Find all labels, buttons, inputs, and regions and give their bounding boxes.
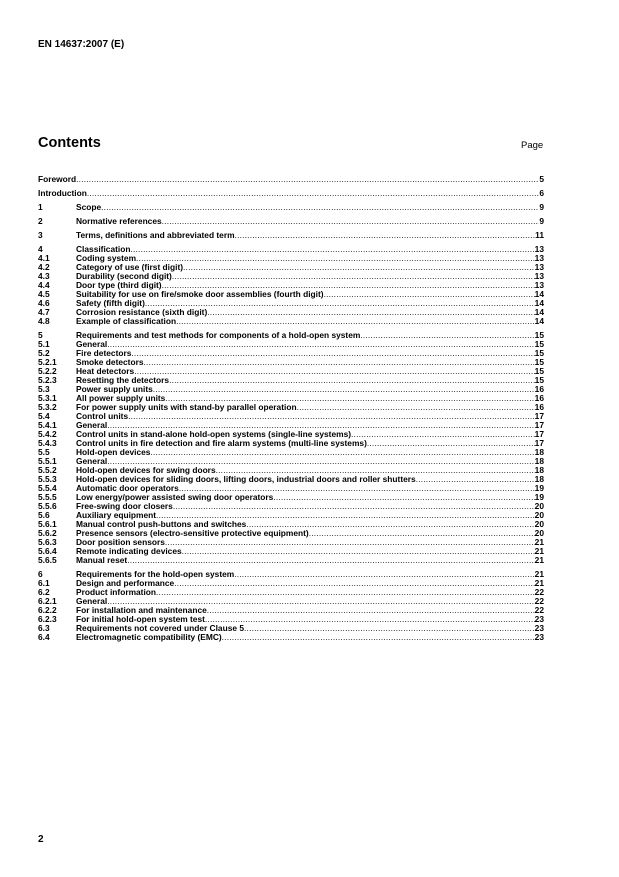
toc-dot-leader <box>131 349 534 358</box>
page-title: Contents <box>38 135 101 151</box>
toc-entry-number: 4.6 <box>38 298 50 308</box>
toc-dot-leader <box>222 633 535 642</box>
toc-entry[interactable] <box>38 217 544 226</box>
toc-entry-title: Terms, definitions and abbreviated term <box>76 230 235 240</box>
toc-dot-leader <box>153 385 535 394</box>
toc-dot-leader <box>205 615 535 624</box>
toc-dot-leader <box>130 245 534 254</box>
toc-entry-page: 16 <box>534 384 544 394</box>
toc-entry-page: 9 <box>539 216 544 226</box>
toc-entry-number: 6.2 <box>38 587 50 597</box>
document-header: EN 14637:2007 (E) <box>38 39 125 50</box>
toc-entry-number: 4.4 <box>38 280 50 290</box>
toc-entry[interactable] <box>38 317 544 326</box>
footer-page-number: 2 <box>38 834 44 845</box>
toc-entry-page: 15 <box>534 348 544 358</box>
toc-entry-number: 5.2.1 <box>38 357 57 367</box>
toc-entry-title: Auxiliary equipment <box>76 510 157 520</box>
toc-dot-leader <box>234 570 534 579</box>
toc-entry-page: 22 <box>534 596 544 606</box>
toc-dot-leader <box>87 189 539 198</box>
toc-entry-page: 23 <box>534 632 544 642</box>
toc-dot-leader <box>174 579 534 588</box>
toc-entry-page: 14 <box>534 307 544 317</box>
toc-entry-title: Door position sensors <box>76 537 165 547</box>
toc-entry[interactable] <box>38 556 544 565</box>
toc-entry-title: Design and performance <box>76 578 175 588</box>
toc-dot-leader <box>244 624 535 633</box>
toc-entry-number: 5 <box>38 330 43 340</box>
toc-entry-page: 20 <box>534 501 544 511</box>
toc-entry-page: 13 <box>534 244 544 254</box>
toc-entry-title: Control units in fire detection and fire alarm systems (multi-line systems) <box>76 438 367 448</box>
toc-entry-page: 23 <box>534 614 544 624</box>
toc-entry-number: 5.4.1 <box>38 420 57 430</box>
toc-dot-leader <box>235 231 536 240</box>
toc-entry-title: For initial hold-open system test <box>76 614 205 624</box>
toc-entry-page: 16 <box>534 393 544 403</box>
toc-entry-title: Durability (second digit) <box>76 271 172 281</box>
toc-entry-page: 22 <box>534 587 544 597</box>
page-column-label: Page <box>521 140 544 151</box>
toc-entry-number: 5.5.3 <box>38 474 57 484</box>
toc-dot-leader <box>107 340 534 349</box>
toc-dot-leader <box>156 588 535 597</box>
toc-entry[interactable] <box>38 331 544 340</box>
toc-entry-page: 13 <box>534 253 544 263</box>
toc-entry-number: 5.5.1 <box>38 456 57 466</box>
toc-entry-title: Hold-open devices for swing doors <box>76 465 216 475</box>
toc-entry-page: 14 <box>534 316 544 326</box>
toc-entry-number: 5.2 <box>38 348 50 358</box>
toc-entry-title: Requirements not covered under Clause 5 <box>76 623 245 633</box>
toc-entry-title: Classification <box>76 244 131 254</box>
toc-entry-title: Remote indicating devices <box>76 546 182 556</box>
toc-entry-title: Heat detectors <box>76 366 135 376</box>
toc-dot-leader <box>367 439 535 448</box>
toc-entry-number: 5.6.4 <box>38 546 57 556</box>
toc-entry-title: Safety (fifth digit) <box>76 298 145 308</box>
toc-dot-leader <box>360 331 534 340</box>
toc-entry-title: Hold-open devices <box>76 447 151 457</box>
toc-dot-leader <box>76 175 539 184</box>
toc-entry-title: General <box>76 420 108 430</box>
toc-dot-leader <box>169 376 535 385</box>
toc-entry-title: For power supply units with stand-by parallel operation <box>76 402 297 412</box>
toc-entry-title: Automatic door operators <box>76 483 179 493</box>
toc-dot-leader <box>127 556 534 565</box>
toc-entry-page: 6 <box>539 188 544 198</box>
toc-entry-title: Fire detectors <box>76 348 132 358</box>
toc-entry-page: 17 <box>534 411 544 421</box>
toc-entry-title: Example of classification <box>76 316 177 326</box>
toc-entry-page: 21 <box>534 569 544 579</box>
toc-entry-title: Control units in stand-alone hold-open systems (single-line systems) <box>76 429 352 439</box>
toc-entry-title: Introduction <box>38 188 87 198</box>
toc-entry-number: 6.4 <box>38 632 50 642</box>
toc-entry-page: 21 <box>534 546 544 556</box>
toc-entry-number: 6.2.1 <box>38 596 57 606</box>
toc-dot-leader <box>183 263 535 272</box>
toc-dot-leader <box>297 403 535 412</box>
toc-entry-title: For installation and maintenance <box>76 605 207 615</box>
toc-entry-page: 13 <box>534 271 544 281</box>
toc-entry-number: 6 <box>38 569 43 579</box>
toc-entry-number: 5.4.2 <box>38 429 57 439</box>
toc-dot-leader <box>144 358 535 367</box>
toc-entry-page: 14 <box>534 289 544 299</box>
toc-entry-number: 4.1 <box>38 253 50 263</box>
toc-entry-number: 5.3.2 <box>38 402 57 412</box>
toc-entry-number: 4.2 <box>38 262 50 272</box>
toc-entry-title: Free-swing door closers <box>76 501 173 511</box>
toc-entry-page: 20 <box>534 519 544 529</box>
toc-entry-title: Coding system <box>76 253 137 263</box>
toc-entry-page: 5 <box>539 174 544 184</box>
toc-entry-title: Normative references <box>76 216 162 226</box>
toc-entry-number: 5.3 <box>38 384 50 394</box>
toc-entry-page: 19 <box>534 492 544 502</box>
toc-entry-number: 6.3 <box>38 623 50 633</box>
toc-entry-title: Resetting the detectors <box>76 375 170 385</box>
toc-entry[interactable] <box>38 633 544 642</box>
toc-entry-number: 4.3 <box>38 271 50 281</box>
toc-entry-number: 5.1 <box>38 339 50 349</box>
toc-entry-number: 5.6.3 <box>38 537 57 547</box>
toc-dot-leader <box>207 308 534 317</box>
toc-entry-title: Category of use (first digit) <box>76 262 184 272</box>
toc-entry-page: 18 <box>534 474 544 484</box>
toc-entry-number: 6.1 <box>38 578 50 588</box>
toc-entry-number: 5.3.1 <box>38 393 57 403</box>
toc-entry-page: 22 <box>534 605 544 615</box>
toc-entry-number: 5.5.4 <box>38 483 57 493</box>
toc-dot-leader <box>273 493 534 502</box>
toc-entry[interactable] <box>38 231 544 240</box>
toc-entry-number: 3 <box>38 230 43 240</box>
toc-entry-page: 15 <box>534 330 544 340</box>
toc-entry-page: 17 <box>534 429 544 439</box>
toc-entry[interactable] <box>38 189 544 198</box>
toc-dot-leader <box>162 217 540 226</box>
toc-entry-title: All power supply units <box>76 393 166 403</box>
toc-entry-number: 5.4.3 <box>38 438 57 448</box>
toc-entry-title: Requirements and test methods for components of a hold-open system <box>76 330 361 340</box>
toc-entry-page: 18 <box>534 465 544 475</box>
toc-dot-leader <box>150 448 534 457</box>
toc-entry-title: Corrosion resistance (sixth digit) <box>76 307 208 317</box>
toc-entry-title: Hold-open devices for sliding doors, lifting doors, industrial doors and roller shutters <box>76 474 416 484</box>
toc-dot-leader <box>182 547 535 556</box>
toc-entry-page: 13 <box>534 280 544 290</box>
toc-dot-leader <box>165 538 535 547</box>
toc-entry-number: 4.7 <box>38 307 50 317</box>
toc-entry-title: Product information <box>76 587 157 597</box>
toc-dot-leader <box>136 254 535 263</box>
toc-entry-number: 5.6.1 <box>38 519 57 529</box>
toc-dot-leader <box>172 272 535 281</box>
toc-entry-page: 15 <box>534 375 544 385</box>
toc-entry-page: 23 <box>534 623 544 633</box>
toc-entry-number: 5.6.5 <box>38 555 57 565</box>
toc-entry-number: 1 <box>38 202 43 212</box>
toc-dot-leader <box>128 412 535 421</box>
toc-entry-title: General <box>76 456 108 466</box>
toc-entry-number: 4 <box>38 244 43 254</box>
toc-entry-page: 20 <box>534 510 544 520</box>
toc-entry-page: 15 <box>534 357 544 367</box>
toc-entry-title: Foreword <box>38 174 77 184</box>
table-of-contents <box>38 175 544 642</box>
toc-entry[interactable] <box>38 412 544 421</box>
toc-entry-title: Control units <box>76 411 129 421</box>
toc-entry[interactable] <box>38 175 544 184</box>
toc-entry-page: 15 <box>534 366 544 376</box>
toc-entry-page: 16 <box>534 402 544 412</box>
toc-dot-leader <box>416 475 535 484</box>
toc-entry-title: Power supply units <box>76 384 153 394</box>
toc-entry-title: Low energy/power assisted swing door operators <box>76 492 274 502</box>
toc-dot-leader <box>351 430 535 439</box>
toc-entry-number: 5.5.2 <box>38 465 57 475</box>
toc-entry-page: 9 <box>539 202 544 212</box>
toc-entry-number: 5.5 <box>38 447 50 457</box>
toc-entry-page: 20 <box>534 528 544 538</box>
toc-entry-page: 18 <box>534 456 544 466</box>
toc-entry-title: Manual control push-buttons and switches <box>76 519 247 529</box>
toc-entry-title: General <box>76 339 108 349</box>
toc-entry-page: 15 <box>534 339 544 349</box>
toc-entry-page: 17 <box>534 420 544 430</box>
toc-dot-leader <box>207 606 535 615</box>
toc-entry-number: 5.5.5 <box>38 492 57 502</box>
toc-entry-number: 5.6.2 <box>38 528 57 538</box>
toc-entry-number: 4.5 <box>38 289 50 299</box>
toc-entry-page: 21 <box>534 537 544 547</box>
toc-entry-number: 5.2.2 <box>38 366 57 376</box>
toc-entry-page: 21 <box>534 578 544 588</box>
toc-entry-number: 5.6 <box>38 510 50 520</box>
toc-entry-page: 19 <box>534 483 544 493</box>
toc-entry-title: Smoke detectors <box>76 357 144 367</box>
toc-entry-number: 5.5.6 <box>38 501 57 511</box>
toc-dot-leader <box>101 203 539 212</box>
toc-entry-title: Door type (third digit) <box>76 280 162 290</box>
toc-dot-leader <box>324 290 535 299</box>
toc-dot-leader <box>173 502 535 511</box>
toc-dot-leader <box>176 317 535 326</box>
toc-entry-page: 17 <box>534 438 544 448</box>
toc-entry-number: 5.4 <box>38 411 50 421</box>
toc-entry-page: 21 <box>534 555 544 565</box>
toc-entry-number: 2 <box>38 216 43 226</box>
toc-entry-title: Presence sensors (electro-sensitive protective equipment) <box>76 528 309 538</box>
toc-entry-number: 4.8 <box>38 316 50 326</box>
toc-entry-page: 14 <box>534 298 544 308</box>
toc-entry-title: Scope <box>76 202 102 212</box>
toc-dot-leader <box>309 529 535 538</box>
toc-entry-title: General <box>76 596 108 606</box>
toc-entry-page: 13 <box>534 262 544 272</box>
toc-entry-title: Suitability for use on fire/smoke door assemblies (fourth digit) <box>76 289 324 299</box>
toc-dot-leader <box>134 367 534 376</box>
toc-entry[interactable] <box>38 448 544 457</box>
toc-entry-title: Electromagnetic compatibility (EMC) <box>76 632 222 642</box>
toc-entry[interactable] <box>38 588 544 597</box>
toc-entry-number: 5.2.3 <box>38 375 57 385</box>
toc-entry-page: 18 <box>534 447 544 457</box>
toc-entry-title: Manual reset <box>76 555 128 565</box>
toc-entry[interactable] <box>38 203 544 212</box>
toc-entry-page: 11 <box>535 230 544 240</box>
toc-entry-number: 6.2.2 <box>38 605 57 615</box>
toc-entry-title: Requirements for the hold-open system <box>76 569 235 579</box>
toc-entry-number: 6.2.3 <box>38 614 57 624</box>
